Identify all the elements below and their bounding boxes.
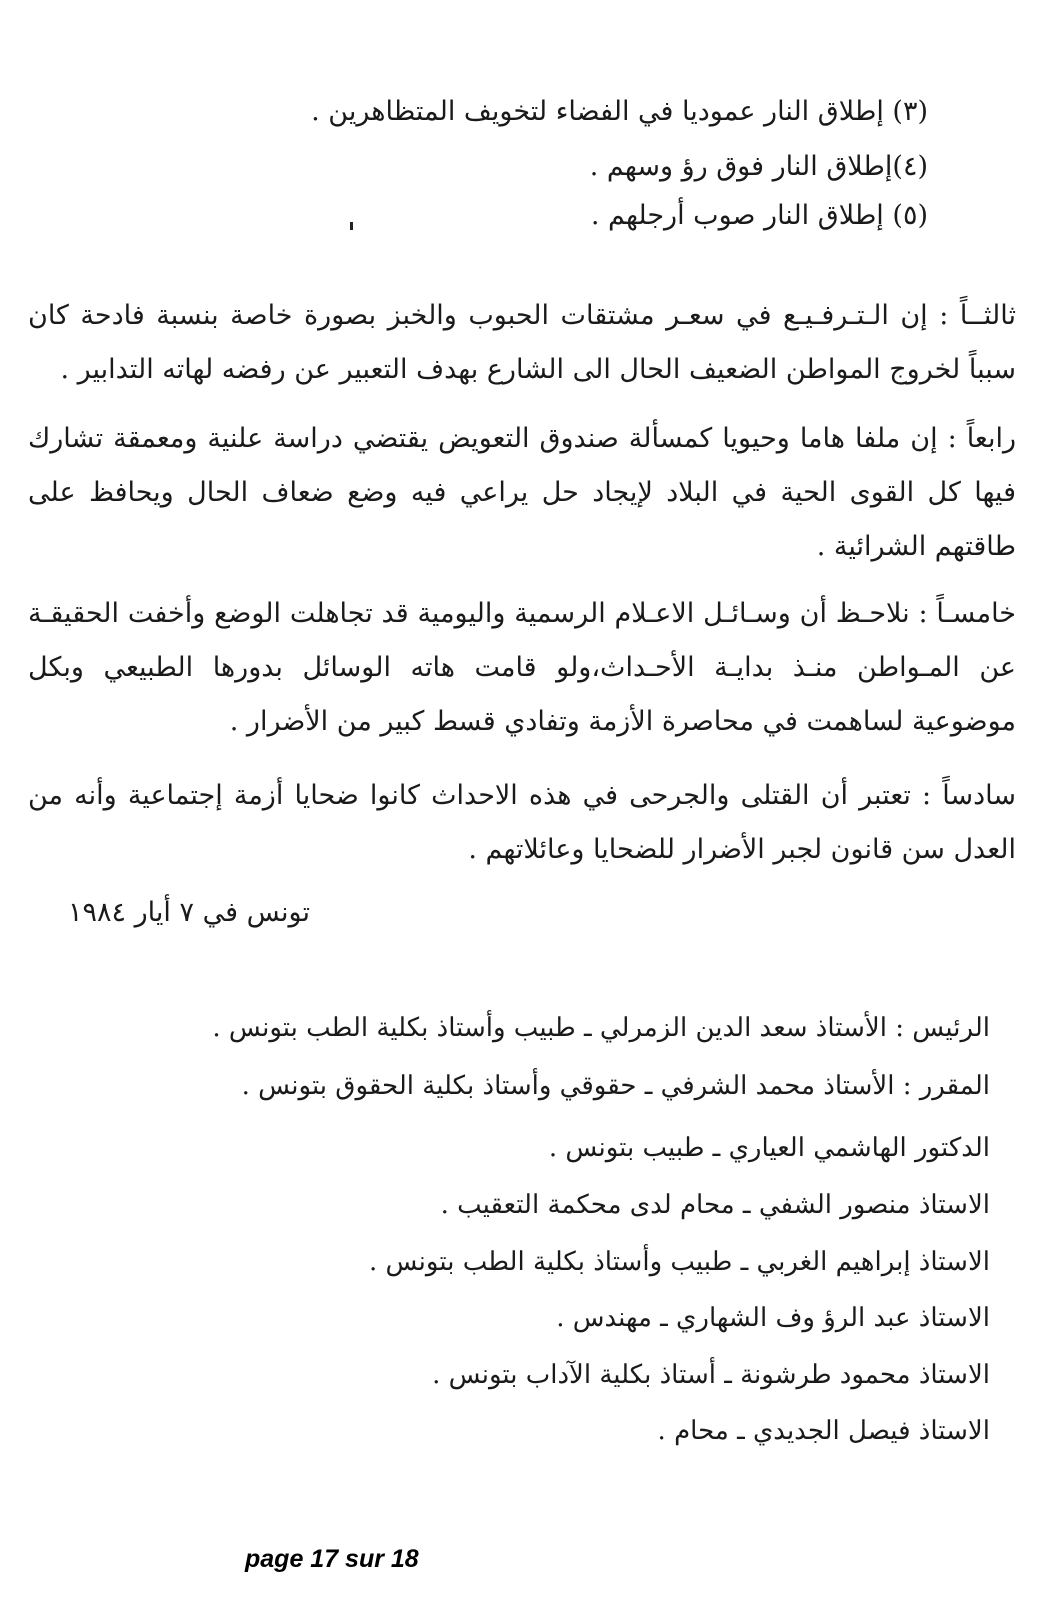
paragraph-third: ثالثــاً : إن الـتـرفـيـع في سعـر مشتقات الحبوب والخبز بصورة خاصة بنسبة فادحة كان سبباً لخروج المواطن الضعيف الحال الى الشارع بهدف التعبير عن رفضه لهاته التدابير . (28, 300, 1016, 385)
paragraph-fifth: خامسـاً : نلاحـظ أن وسـائـل الاعـلام الرسمية واليومية قد تجاهلت الوضع وأخفت الحقيقـة عن المـواطن منـذ بدايـة الأحـداث،ولو قامت هاته الوسائل بدورها الطبيعي وبكل موضوعية لساهمت في محاصرة الأزمة وتفادي قسط كبير من الأضرار . (28, 598, 1016, 737)
member-item: الاستاذ محمود طرشونة ـ أستاذ بكلية الآداب بتونس . (432, 1360, 990, 1390)
list-item-5: (٥) إطلاق النار صوب أرجلهم . (590, 200, 928, 231)
paragraph-fourth: رابعاً : إن ملفا هاما وحيويا كمسألة صندوق التعويض يقتضي دراسة علنية ومعمقة تشارك فيها كل القوى الحية في البلاد لإيجاد حل يراعي فيه وضع ضعاف الحال ويحافظ على طاقتهم الشرائية . (28, 423, 1016, 562)
member-item: الدكتور الهاشمي العياري ـ طبيب بتونس . (548, 1133, 990, 1163)
list-item-4: (٤)إطلاق النار فوق رؤ وسهم . (589, 151, 928, 182)
paragraph-sixth: سادساً : تعتبر أن القتلى والجرحى في هذه الاحداث كانوا ضحايا أزمة إجتماعية وأنه من العدل سن قانون لجبر الأضرار للضحايا وعائلاتهم . (28, 780, 1016, 865)
member-rapporteur: المقرر : الأستاذ محمد الشرفي ـ حقوقي وأستاذ بكلية الحقوق بتونس . (241, 1071, 990, 1101)
list-item-3: (٣) إطلاق النار عموديا في الفضاء لتخويف المتظاهرين . (311, 96, 928, 127)
member-president: الرئيس : الأستاذ سعد الدين الزمرلي ـ طبيب وأستاذ بكلية الطب بتونس . (212, 1013, 990, 1043)
member-item: الاستاذ فيصل الجديدي ـ محام . (657, 1416, 990, 1446)
date-line: تونس في ٧ أيار ١٩٨٤ (68, 897, 310, 928)
member-item: الاستاذ عبد الرؤ وف الشهاري ـ مهندس . (556, 1303, 990, 1333)
member-item: الاستاذ إبراهيم الغربي ـ طبيب وأستاذ بكلية الطب بتونس . (369, 1247, 990, 1277)
scan-speck (350, 222, 353, 230)
member-item: الاستاذ منصور الشفي ـ محام لدى محكمة التعقيب . (440, 1190, 990, 1220)
page-number-footer: page 17 sur 18 (245, 1545, 419, 1573)
